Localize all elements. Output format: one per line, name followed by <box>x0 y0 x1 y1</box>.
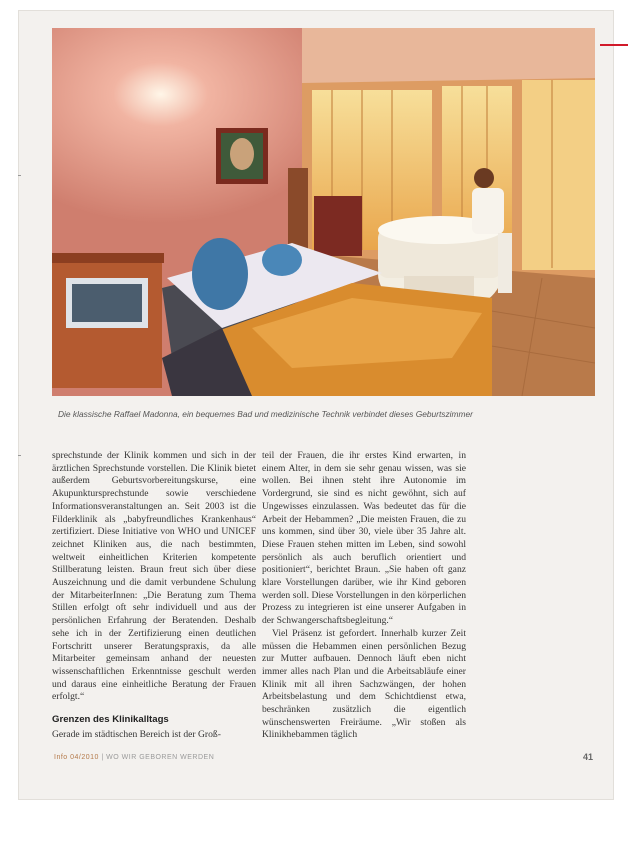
page-footer <box>54 754 214 761</box>
body-paragraph: teil der Frauen, die ihr erstes Kind erwarten, in einem Alter, in dem sie sehr genau wissen, was sie wollen. Bei ihnen steht ihre Autonomie im Vordergrund, sie sind es nicht gewöhnt, sich auf Ungewisses einzulassen. Was bedeutet das für die Arbeit der Hebammen? „Die meisten Frauen, die zu uns kommen, sind über 30, viele über 35 Jahre alt. Diese Frauen stehen mitten im Leben, sind sowohl persönlich als auch beruflich orientiert und positioniert“, berichtet Braun. „Sie haben oft ganz klare Vorstellungen darüber, wie ihr Kind geboren werden soll. Diese Vorstellungen in den körperlichen Prozess zu integrieren ist eine unserer Aufgaben in der Schwangerschaftsbegleitung.“ <box>262 450 466 627</box>
body-paragraph: Viel Präsenz ist gefordert. Innerhalb kurzer Zeit müssen die Hebammen einen persönlichen Bezug zur Mutter aufbauen. Dennoch läuft eben nicht immer alles nach Plan und die Arbeitsabläufe einer Klinik mit all ihren Sachzwängen, der hohen Arbeitsbelastung und dem Schichtdienst etwa, beschränken zusätzlich die eigentlich wünschenswerten Freiräume. „Wir stoßen als Klinikhebammen täglich <box>262 627 466 741</box>
edge-mark <box>18 175 21 176</box>
body-paragraph: Gerade im städtischen Bereich ist der Groß- <box>52 728 221 740</box>
section-subheading: Grenzen des Klinikalltags <box>52 714 169 726</box>
article-column-right <box>262 450 466 742</box>
birth-room-illustration <box>52 28 595 396</box>
footer-separator: | <box>101 754 107 761</box>
article-column-left <box>52 450 256 741</box>
photo-caption: Die klassische Raffael Madonna, ein bequemes Bad und medizinische Technik verbindet dieses Geburtszimmer <box>58 409 473 419</box>
body-paragraph: sprechstunde der Klinik kommen und sich in der ärztlichen Sprechstunde vorstellen. Die Klinik bietet außerdem Geburtsvorbereitungskurse, eine Akupunktursprechstunde sowie verschiedene Informationsveranstaltungen an. Seit 2003 ist die Filderklinik als „babyfreundliches Krankenhaus“ zertifiziert. Diese Initiative von WHO und UNICEF zeichnet Kliniken aus, die nach bestimmten, weltweit einheitlichen Kriterien kompetente Stillberatung leisten. Braun freut sich über diese Auszeichnung und die damit verbundene Schulung der MitarbeiterInnen: „Die Beratung zum Thema Stillen erfolgt oft sehr individuell und aus der persönlichen Erfahrung der Beratenden. Deshalb sehe ich in der Zertifizierung einen deutlichen Fortschritt unserer Beratungspraxis, da alle Mitarbeiter gemeinsam anhand der neuesten wissenschaftlichen Erkenntnisse geschult werden und daraus eine einheitliche Beratung der Frauen erfolgt.“ <box>52 450 256 703</box>
magazine-issue: Info 04/2010 <box>54 754 99 761</box>
accent-red-line <box>600 44 628 46</box>
birth-room-photo <box>52 28 595 396</box>
page-number: 41 <box>583 752 594 762</box>
footer-section: WO WIR GEBOREN WERDEN <box>106 754 215 761</box>
edge-mark <box>18 455 21 456</box>
